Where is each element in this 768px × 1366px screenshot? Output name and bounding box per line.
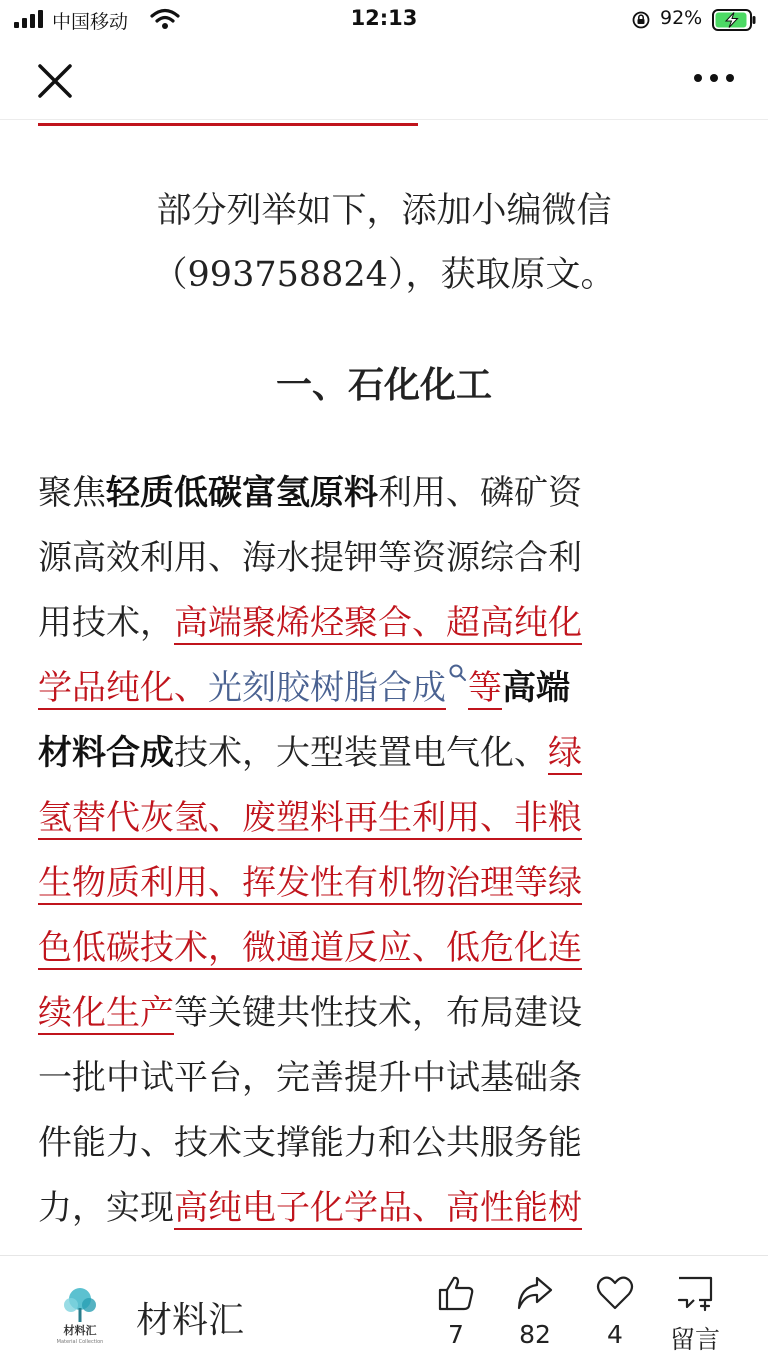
intro-line: 部分列举如下，添加小编微信 <box>156 191 612 231</box>
bold-text: 材料合成 <box>38 733 174 773</box>
paragraph-line <box>38 721 730 786</box>
body-text: 一批中试平台，完善提升中试基础条 <box>38 1058 582 1098</box>
share-button[interactable] <box>503 1274 567 1349</box>
body-text: 件能力、技术支撑能力和公共服务能 <box>38 1123 582 1163</box>
paragraph-line <box>38 1111 730 1176</box>
article-content <box>0 121 768 1255</box>
more-icon[interactable] <box>684 58 744 98</box>
like-count: 7 <box>448 1320 464 1349</box>
paragraph-line <box>38 851 730 916</box>
paragraph-line <box>38 786 730 851</box>
keyword-link[interactable]: 光刻胶树脂合成 <box>208 668 446 708</box>
favorite-count: 4 <box>607 1320 623 1349</box>
favorite-button[interactable] <box>583 1274 647 1349</box>
paragraph-line <box>38 1046 730 1111</box>
share-count: 82 <box>519 1320 551 1349</box>
body-text: 技术，大型装置电气化、 <box>174 733 548 773</box>
paragraph-line <box>38 916 730 981</box>
orientation-lock-icon <box>632 11 650 29</box>
thumbs-up-icon <box>436 1274 476 1312</box>
status-time: 12:13 <box>350 6 418 30</box>
highlighted-text: 色低碳技术，微通道反应、低危化连 <box>38 928 582 968</box>
highlighted-text: 生物质利用、挥发性有机物治理等绿 <box>38 863 582 903</box>
body-text: 利用、磷矿资 <box>378 473 582 513</box>
bottom-bar <box>0 1255 768 1366</box>
account-logo[interactable] <box>48 1282 112 1348</box>
logo-text: 材料汇 <box>63 1324 97 1337</box>
highlighted-text: 续化生产 <box>38 993 174 1033</box>
search-icon[interactable] <box>446 662 468 692</box>
highlighted-text: 高端聚烯烃聚合、超高纯化 <box>174 603 582 643</box>
body-text: 等关键共性技术，布局建设 <box>174 993 582 1033</box>
comment-icon <box>675 1274 715 1312</box>
like-button[interactable] <box>424 1274 488 1349</box>
battery-percent: 92% <box>660 7 703 29</box>
comment-button[interactable] <box>662 1274 728 1356</box>
nav-bar <box>0 40 768 120</box>
highlighted-text: 等 <box>468 668 502 708</box>
account-name[interactable]: 材料汇 <box>136 1300 245 1341</box>
share-icon <box>515 1274 555 1312</box>
bold-text: 高端 <box>502 668 570 708</box>
paragraph-line <box>38 461 730 526</box>
body-text: 源高效利用、海水提钾等资源综合利 <box>38 538 582 578</box>
carrier-name: 中国移动 <box>52 11 129 33</box>
paragraph-line <box>38 1176 730 1241</box>
highlighted-text: 高纯电子化学品、高性能树 <box>174 1188 582 1228</box>
paragraph-line <box>38 526 730 591</box>
article-paragraph <box>38 461 730 1241</box>
paragraph-line <box>38 981 730 1046</box>
bold-text: 轻质低碳富氢原料 <box>106 473 378 513</box>
highlighted-text: 绿 <box>548 733 582 773</box>
intro-text <box>40 179 728 307</box>
body-text: 聚焦 <box>38 473 106 513</box>
close-icon[interactable] <box>30 56 80 106</box>
section-heading: 一、石化化工 <box>275 365 492 406</box>
intro-line: （993758824），获取原文。 <box>152 255 616 295</box>
paragraph-line <box>38 591 730 656</box>
logo-subtext: Material Collection <box>56 1339 104 1345</box>
battery-charging-icon <box>712 9 756 31</box>
status-bar <box>0 0 768 40</box>
highlighted-text: 氢替代灰氢、废塑料再生利用、非粮 <box>38 798 582 838</box>
paragraph-line <box>38 656 730 721</box>
heart-icon <box>595 1274 635 1312</box>
body-text: 力，实现 <box>38 1188 174 1228</box>
highlighted-text: 学品纯化、 <box>38 668 208 708</box>
comment-label: 留言 <box>669 1325 720 1354</box>
section-divider <box>38 123 418 126</box>
body-text: 用技术， <box>38 603 174 643</box>
